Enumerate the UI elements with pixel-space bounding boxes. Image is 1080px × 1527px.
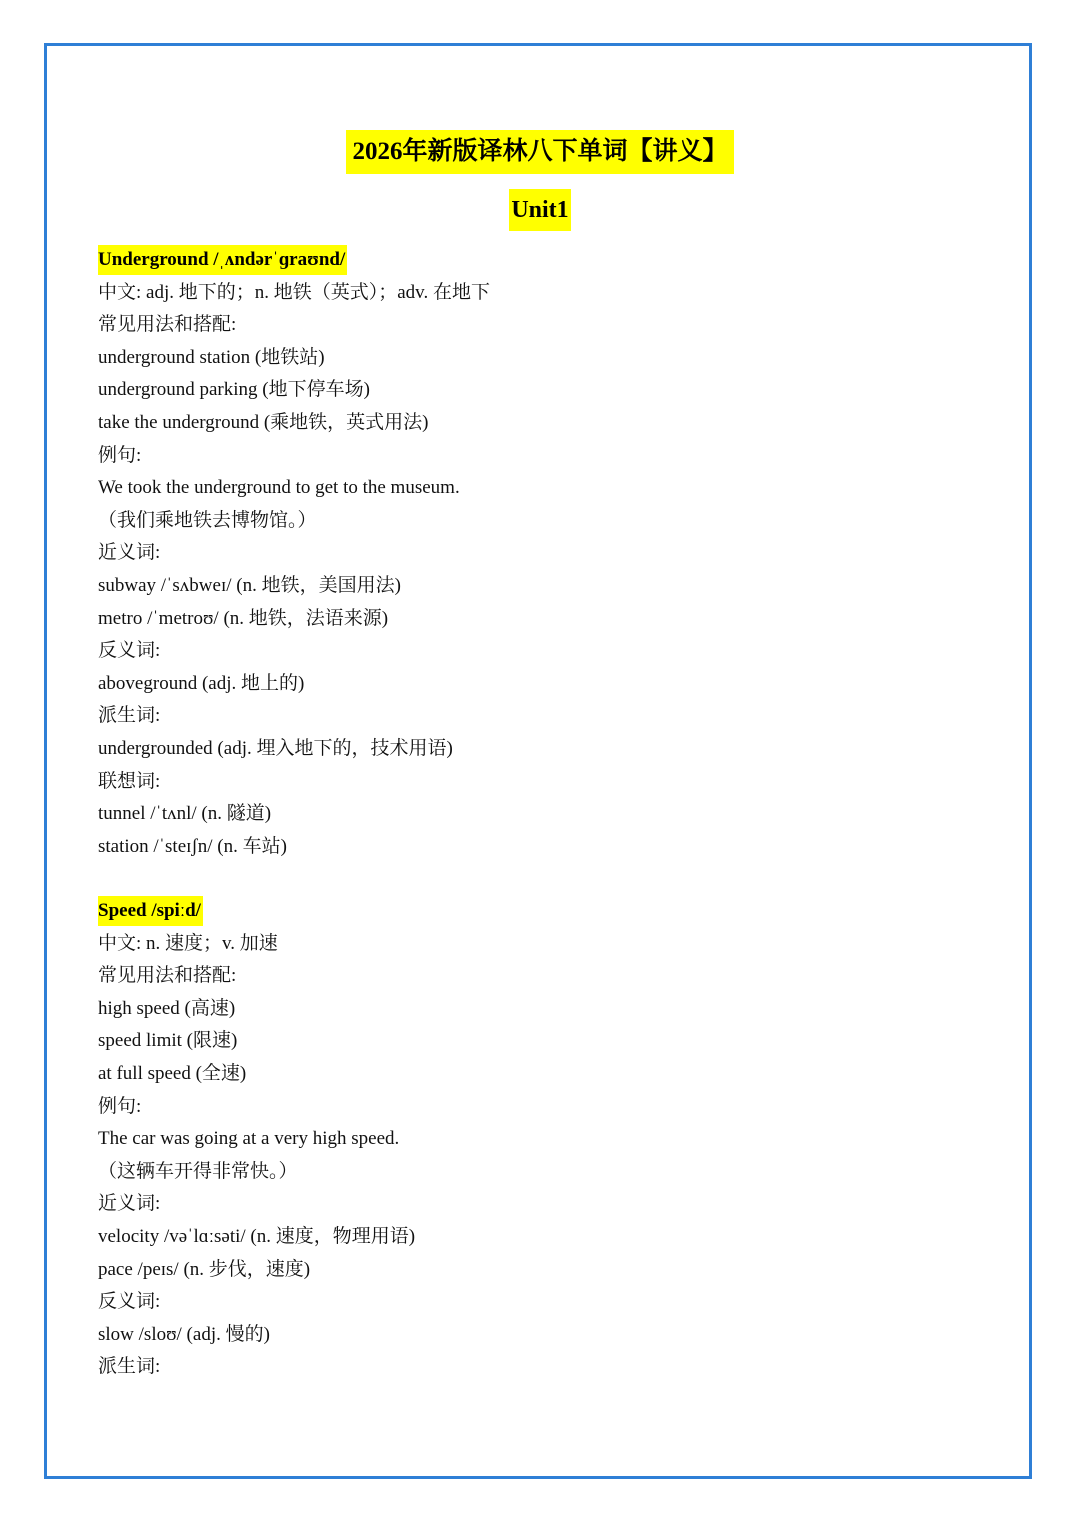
document-title: 2026年新版译林八下单词【讲义】	[346, 130, 733, 174]
meaning-line: 中文: adj. 地下的；n. 地铁（英式）；adv. 在地下	[98, 281, 490, 303]
example-translation: （这辆车开得非常快。）	[98, 1160, 298, 1182]
collocation-line: speed limit (限速)	[98, 1030, 238, 1052]
example-sentence: We took the underground to get to the museum.	[98, 477, 460, 499]
related-word-line: tunnel /ˈtʌnl/ (n. 隧道)	[98, 803, 272, 825]
section-label: 派生词:	[98, 705, 161, 727]
headword: Underground /ˌʌndərˈɡraʊnd/	[98, 245, 347, 275]
meaning-line: 中文: n. 速度；v. 加速	[98, 932, 278, 954]
derivative-line: undergrounded (adj. 埋入地下的，技术用语)	[98, 737, 453, 759]
synonym-line: metro /ˈmetroʊ/ (n. 地铁，法语来源)	[98, 607, 389, 629]
section-label: 常见用法和搭配:	[98, 965, 237, 987]
section-label: 联想词:	[98, 770, 161, 792]
section-label: 近义词:	[98, 542, 161, 564]
collocation-line: underground parking (地下停车场)	[98, 379, 370, 401]
antonym-line: aboveground (adj. 地上的)	[98, 672, 305, 694]
collocation-line: take the underground (乘地铁，英式用法)	[98, 411, 429, 433]
collocation-line: high speed (高速)	[98, 997, 236, 1019]
section-label: 反义词:	[98, 640, 161, 662]
section-label: 反义词:	[98, 1291, 161, 1313]
related-word-line: station /ˈsteɪʃn/ (n. 车站)	[98, 835, 287, 857]
example-sentence: The car was going at a very high speed.	[98, 1128, 400, 1150]
synonym-line: subway /ˈsʌbweɪ/ (n. 地铁，美国用法)	[98, 574, 401, 596]
section-label: 例句:	[98, 1095, 142, 1117]
headword: Speed /spiːd/	[98, 896, 203, 926]
unit-heading: Unit1	[509, 189, 570, 231]
antonym-line: slow /sloʊ/ (adj. 慢的)	[98, 1323, 270, 1345]
collocation-line: underground station (地铁站)	[98, 346, 325, 368]
synonym-line: pace /peɪs/ (n. 步伐，速度)	[98, 1258, 311, 1280]
section-label: 例句:	[98, 444, 142, 466]
section-label: 近义词:	[98, 1193, 161, 1215]
section-label: 派生词:	[98, 1356, 161, 1378]
section-label: 常见用法和搭配:	[98, 314, 237, 336]
word-entry-underground	[98, 244, 998, 863]
synonym-line: velocity /vəˈlɑːsəti/ (n. 速度，物理用语)	[98, 1225, 416, 1247]
collocation-line: at full speed (全速)	[98, 1062, 247, 1084]
word-entry-speed	[98, 895, 998, 1384]
example-translation: （我们乘地铁去博物馆。）	[98, 509, 317, 531]
